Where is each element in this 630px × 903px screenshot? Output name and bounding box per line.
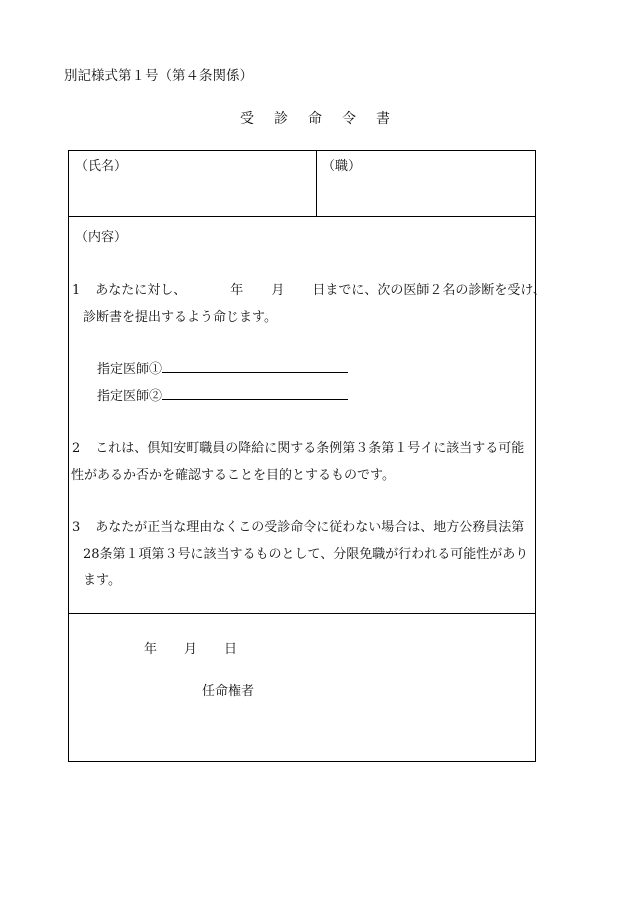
content-section [69,217,546,614]
title-char: 書 [376,111,390,127]
header-row [69,151,535,217]
title-char: 令 [342,111,356,127]
item1-year: 年 [230,283,244,298]
item3-line1 [72,516,524,535]
item3-line2: 28条第１項第３号に該当するものとして、分限免職が行われる可能性があり [83,547,529,562]
signature-section [69,614,535,761]
item3-line3: ます。 [83,573,121,588]
item2-text-1: これは、倶知安町職員の降給に関する条例第３条第１号イに該当する可能 [95,441,525,456]
item2-line1 [72,437,524,456]
sig-day: 日 [224,642,238,657]
item3-text-1: あなたが正当な理由なくこの受診命令に従わない場合は、地方公務員法第 [95,520,525,535]
content-label: （内容） [75,230,128,245]
doctor2-underline [162,387,348,400]
document-title [0,108,630,128]
doctor1-field [97,358,348,377]
form-box [68,150,546,762]
item1-month: 月 [271,283,285,298]
item1-line2: 診断書を提出するよう命じます。 [83,310,277,325]
title-char: 診 [274,111,288,127]
doctor1-underline [162,360,348,373]
appointing-authority-label: 任命権者 [202,684,255,699]
title-char: 受 [240,111,254,127]
item3-number: 3 [72,520,81,535]
item2-number: 2 [72,441,81,456]
signature-date [144,638,237,657]
item1-text-a: あなたに対し、 [95,283,187,298]
doctor2-label: 指定医師② [97,389,163,404]
sig-year: 年 [144,642,158,657]
sig-month: 月 [184,642,198,657]
doctor2-field [97,385,348,404]
item1-text-b: 日までに、次の医師２名の診断を受け、 [312,283,546,298]
item1-line1 [72,279,546,298]
column-divider [316,151,317,216]
item1-number: 1 [72,283,81,298]
doctor1-label: 指定医師① [97,362,163,377]
form-label: 別記様式第１号（第４条関係） [64,68,253,84]
item2-line2: 性があるか否かを確認することを目的とするものです。 [71,468,395,483]
position-field-label: （職） [322,159,362,174]
name-field-label: （氏名） [75,159,128,174]
title-char: 命 [308,111,322,127]
